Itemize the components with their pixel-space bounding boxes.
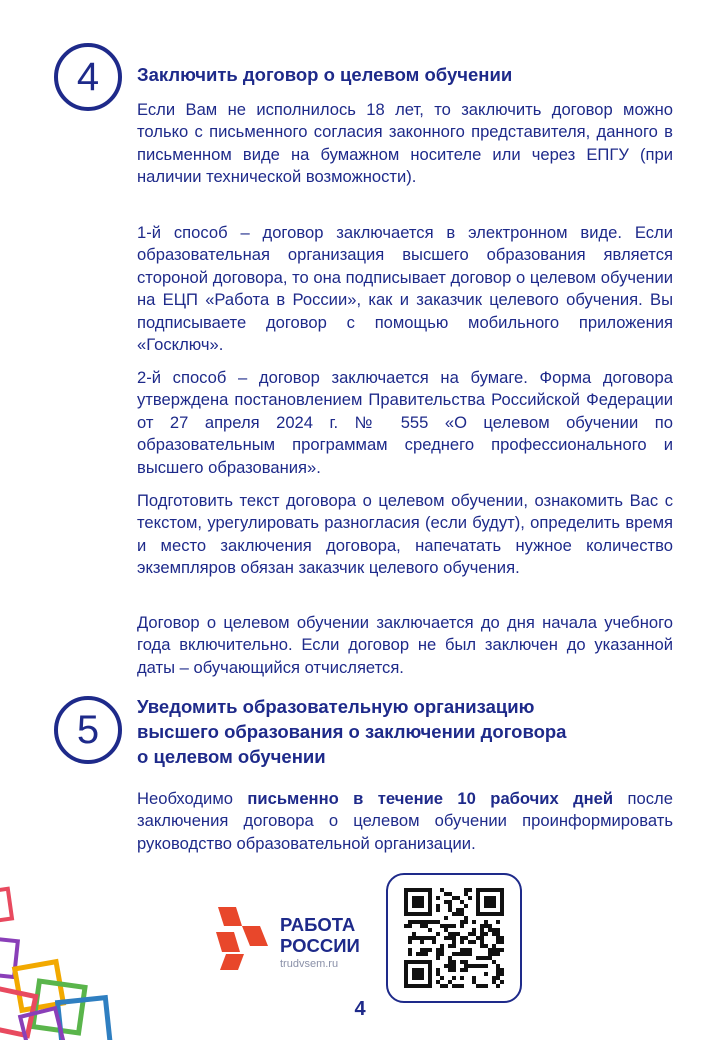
- step-5-title-line-2: высшего образования о заключении договора: [137, 721, 567, 742]
- logo-mark-icon: [212, 902, 274, 972]
- qr-code-frame: [386, 873, 522, 1003]
- step-4-paragraph-2: 1-й способ – договор заключается в электронном виде. Если образовательная организация высшего образования является стороной договора, то она подписывает договор о целевом обучении на ЕЦП «Работа в России», как и заказчик целевого обучения. Вы подписываете договор с помощью мобильного приложения «Госключ».: [137, 223, 673, 355]
- step-5-title: [137, 694, 697, 769]
- step-4-paragraph-4: Подготовить текст договора о целевом обучении, ознакомить Вас с текстом, урегулировать разногласия (если будут), определить время и место заключения договора, напечатать нужное количество экземпляров обязан заказчик целевого обучения.: [137, 491, 673, 578]
- page-number: 4: [354, 998, 366, 1020]
- step-5-para-bold: письменно в течение 10 рабочих дней: [247, 789, 614, 808]
- step-5-para-prefix: Необходимо: [137, 789, 233, 808]
- step-4-number-circle: [54, 43, 122, 111]
- step-5-para-suffix: после заключения договора о целевом обучении проинформировать руководство образовательной организации.: [137, 789, 673, 853]
- step-5-title-line-3: о целевом обучении: [137, 746, 326, 767]
- step-4-title: Заключить договор о целевом обучении: [137, 64, 513, 85]
- step-5-number: 5: [76, 707, 100, 752]
- step-4-paragraph-3: 2-й способ – договор заключается на бумаге. Форма договора утверждена постановлением Правительства Российской Федерации от 27 апреля 2024 г. № 555 «О целевом обучении по образовательным программам среднего профессионального и высшего образования».: [137, 368, 673, 477]
- rabota-rossii-logo: [212, 902, 372, 974]
- step-4-paragraph-5: Договор о целевом обучении заключается до дня начала учебного года включительно. Если договор не был заключен до указанной даты – обучающийся отчисляется.: [137, 613, 673, 677]
- logo-line-2: РОССИИ: [280, 935, 360, 956]
- logo-text: [280, 914, 360, 956]
- qr-code: [404, 888, 504, 988]
- step-4-number: 4: [76, 54, 100, 99]
- step-5-title-line-1: Уведомить образовательную организацию: [137, 696, 535, 717]
- logo-line-1: РАБОТА: [280, 914, 356, 935]
- step-4-paragraph-1: Если Вам не исполнилось 18 лет, то заключить договор можно только с письменного согласия законного представителя, данного в письменном виде на бумажном носителе или через ЕПГУ (при наличии технической возможности).: [137, 100, 673, 187]
- step-5-number-circle: [54, 696, 122, 764]
- logo-url: trudvsem.ru: [280, 958, 339, 970]
- step-5-paragraph: [137, 788, 673, 855]
